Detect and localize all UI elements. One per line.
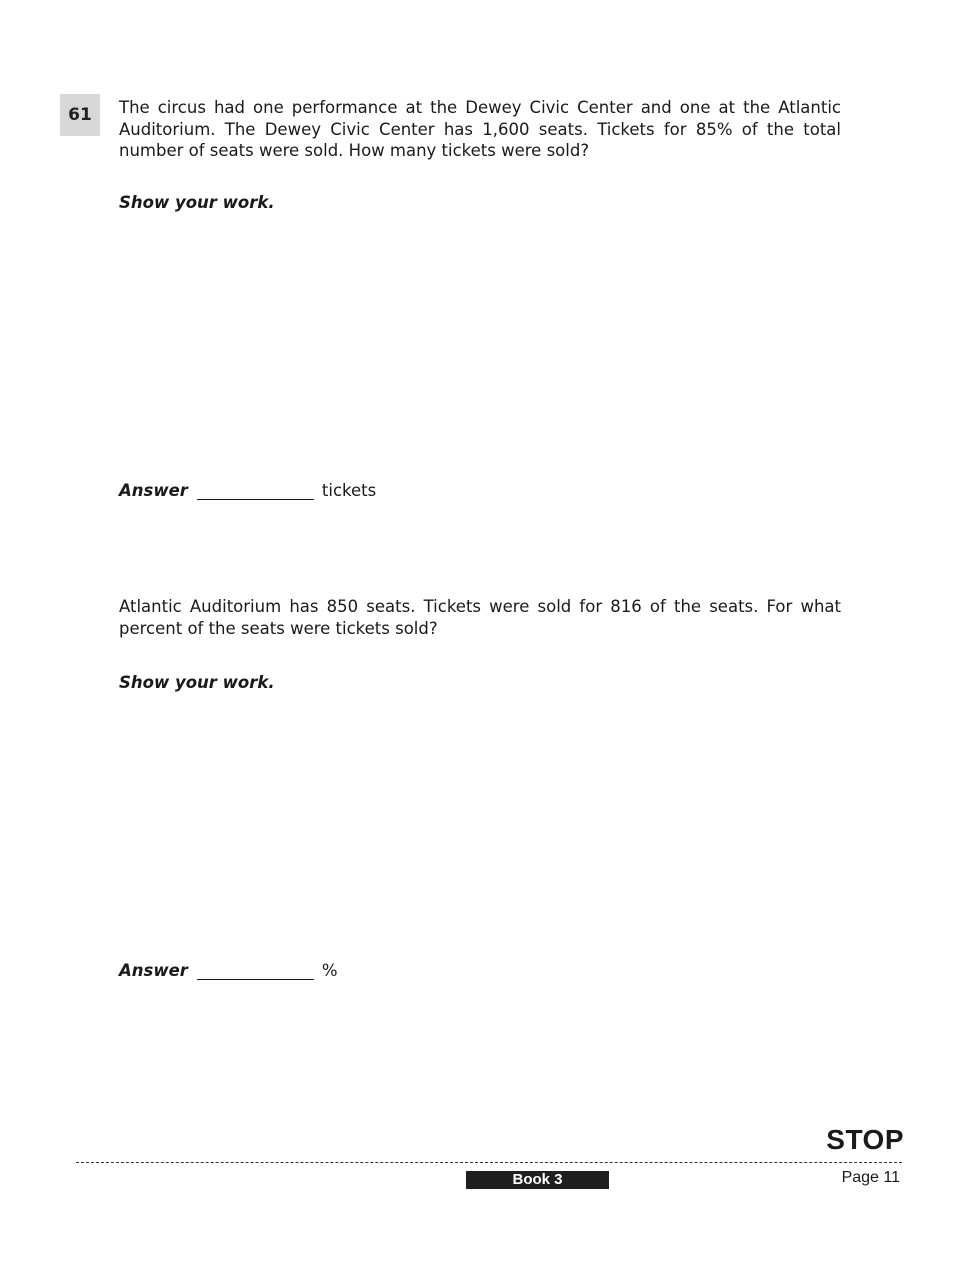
- show-work-label-2: Show your work.: [119, 673, 275, 692]
- answer-row-1: [119, 481, 376, 500]
- answer-blank-2[interactable]: [197, 964, 314, 980]
- show-work-label-1: Show your work.: [119, 193, 275, 212]
- footer-divider: [76, 1162, 902, 1163]
- question-part2-text: Atlantic Auditorium has 850 seats. Tickets were sold for 816 of the seats. For what percent of the seats were tickets sold?: [119, 597, 841, 638]
- answer-label-2: Answer: [119, 961, 188, 980]
- question-part1-text: The circus had one performance at the Dewey Civic Center and one at the Atlantic Auditorium. The Dewey Civic Center has 1,600 seats. Tickets for 85% of the total number of seats were sold. How many tickets were sold?: [119, 98, 841, 160]
- page-number: Page 11: [841, 1169, 900, 1186]
- answer-unit-2: %: [321, 961, 338, 980]
- answer-label-1: Answer: [119, 481, 188, 500]
- answer-unit-1: tickets: [321, 481, 377, 500]
- question-number: 61: [60, 94, 100, 136]
- answer-row-2: [119, 961, 338, 980]
- answer-blank-1[interactable]: [197, 484, 314, 500]
- stop-label: STOP: [826, 1124, 904, 1155]
- book-badge: Book 3: [466, 1171, 609, 1189]
